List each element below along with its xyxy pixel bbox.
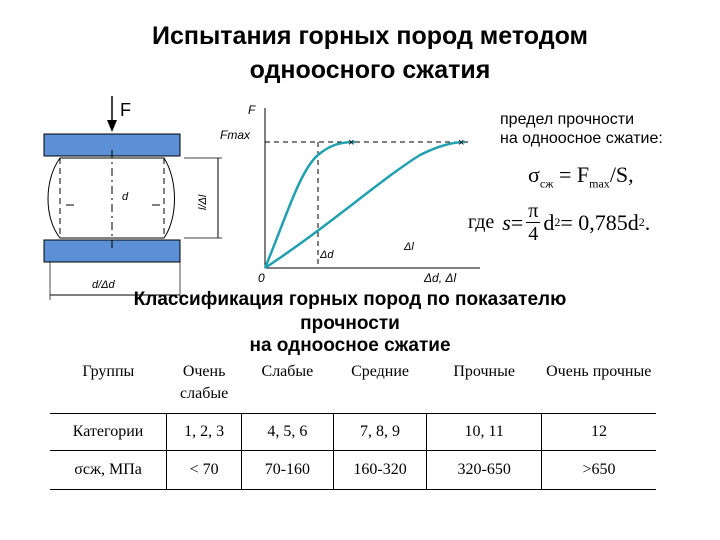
strength-caption-line-1: предел прочности	[500, 111, 635, 128]
strength-cell: < 70	[167, 451, 242, 490]
formula-sigma: σ	[528, 162, 540, 187]
formula-fraction-four: 4	[528, 223, 539, 245]
formula-area-rest-exp: 2	[638, 215, 645, 229]
curve-axial-end-mark: ×	[458, 137, 465, 149]
formula-fraction-pi: π	[528, 200, 539, 222]
curve-lateral-end-mark: ×	[348, 137, 355, 149]
force-label: F	[120, 100, 131, 120]
table-row-categories	[50, 414, 656, 451]
strength-cell: 160-320	[333, 451, 427, 490]
formula-area-rest: = 0,785d	[560, 209, 639, 235]
category-cell: 10, 11	[427, 414, 542, 451]
table-row-strength	[50, 451, 656, 490]
curve-lateral	[265, 142, 355, 268]
graph-dd-label: Δd	[320, 249, 334, 261]
row-header-strength: σсж, МПа	[50, 451, 167, 490]
group-cell: Средние	[351, 363, 410, 380]
formula-rhs-sub: max	[589, 176, 610, 191]
height-label: l/Δl	[197, 194, 209, 210]
formula-where: где	[468, 211, 495, 233]
strength-cell: 70-160	[242, 451, 334, 490]
group-cell: Слабые	[261, 363, 314, 380]
formula-sigma-sub: сж	[539, 176, 554, 191]
slide-title-line-2: одноосного сжатия	[249, 56, 491, 84]
deformation-label: d/Δd	[92, 279, 115, 291]
classification-title-line-3: на одноосное сжатие	[249, 335, 451, 356]
formula-area-s: s	[502, 209, 511, 235]
classification-title-line-2: прочности	[300, 313, 400, 334]
graph-origin: 0	[258, 271, 265, 285]
force-arrowhead	[107, 120, 117, 132]
graph-dl-label: Δl	[404, 241, 414, 253]
formula-tail: /S,	[609, 162, 634, 187]
curve-axial	[265, 142, 465, 268]
formula-strength	[528, 162, 634, 191]
graph-x-label: Δd, Δl	[424, 271, 457, 285]
category-cell: 7, 8, 9	[333, 414, 427, 451]
row-header-categories: Категории	[50, 414, 167, 451]
formula-area	[468, 200, 650, 245]
row-header-groups: Группы	[82, 363, 135, 380]
formula-area-eq: =	[510, 209, 524, 235]
formula-fraction	[526, 200, 540, 245]
slide-title-line-1: Испытания горных пород методом	[151, 22, 589, 50]
group-cell: Очень слабые	[180, 363, 229, 402]
group-cell: Прочные	[453, 363, 515, 380]
strength-caption-line-2: на одноосное сжатие:	[500, 130, 663, 147]
diameter-label: d	[122, 191, 129, 203]
category-cell: 4, 5, 6	[242, 414, 334, 451]
strength-cell: 320-650	[427, 451, 542, 490]
category-cell: 12	[541, 414, 656, 451]
formula-rhs: = F	[553, 162, 590, 187]
classification-table	[50, 355, 656, 490]
classification-title-line-1: Классификация горных пород по показателю	[133, 289, 567, 310]
group-cell: Очень прочные	[546, 363, 652, 380]
formula-area-dot: .	[644, 209, 651, 235]
graph-fmax-label: Fmax	[220, 128, 250, 142]
formula-area-d-exp: 2	[554, 215, 561, 229]
graph-y-label: F	[248, 103, 256, 117]
table-row-groups	[50, 355, 656, 414]
formula-area-d: d	[543, 209, 555, 235]
specimen-barrel	[48, 158, 175, 238]
strength-caption	[500, 110, 663, 148]
strength-cell: >650	[541, 451, 656, 490]
category-cell: 1, 2, 3	[167, 414, 242, 451]
